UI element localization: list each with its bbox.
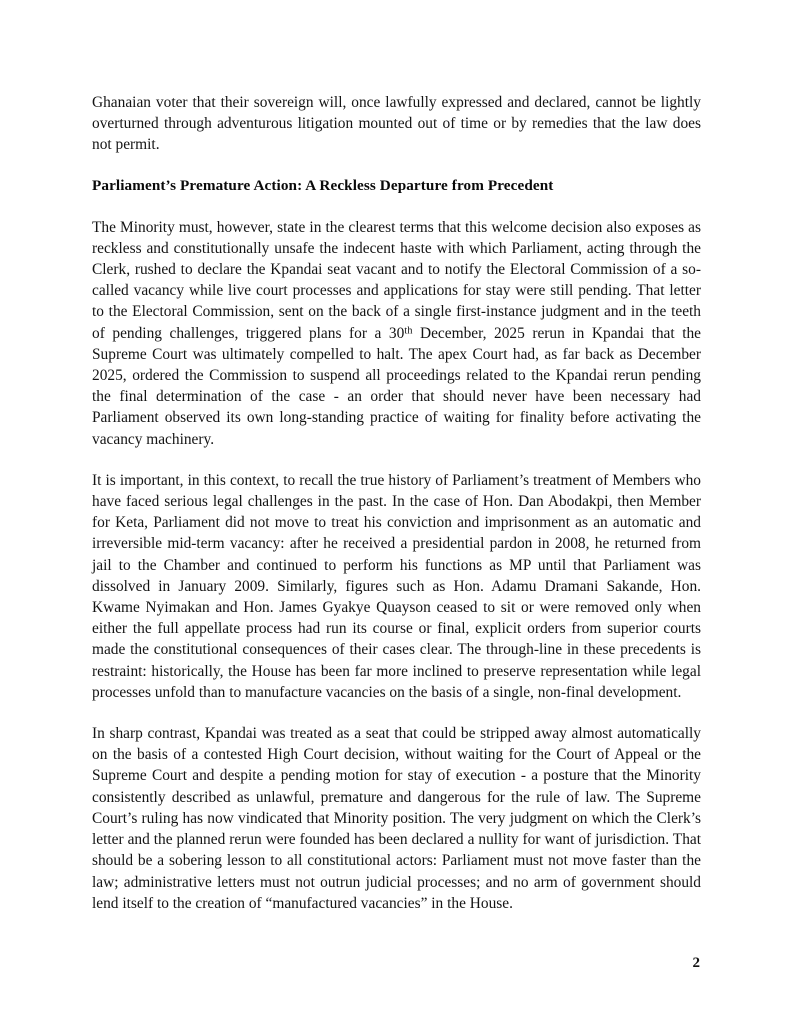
document-body	[92, 92, 701, 914]
paragraph-minority-text-before: The Minority must, however, state in the clearest terms that this welcome decision also exposes as reckless and constitutionally unsafe the indecent haste with which Parliament, acting through the Clerk, rushed to declare the Kpandai seat vacant and to notify the Electoral Commission of a so-called vacancy while live court processes and applications for stay were still pending. That letter to the Electoral Commission, sent on the back of a single first-instance judgment and in the teeth of pending challenges, triggered plans for a 30	[92, 218, 701, 342]
paragraph-kpandai-contrast: In sharp contrast, Kpandai was treated as a seat that could be stripped away almost automatically on the basis of a contested High Court decision, without waiting for the Court of Appeal or the Supreme Court and despite a pending motion for stay of execution - a posture that the Minority consistently described as unlawful, premature and dangerous for the rule of law. The Supreme Court’s ruling has now vindicated that Minority position. The very judgment on which the Clerk’s letter and the planned rerun were founded has been declared a nullity for want of jurisdiction. That should be a sobering lesson to all constitutional actors: Parliament must not move faster than the law; administrative letters must not outrun judicial processes; and no arm of government should lend itself to the creation of “manufactured vacancies” in the House.	[92, 725, 701, 912]
page-number: 2	[692, 955, 700, 971]
paragraph-minority-statement	[92, 217, 701, 450]
paragraph-sovereign-will: Ghanaian voter that their sovereign will, once lawfully expressed and declared, cannot be lightly overturned through adventurous litigation mounted out of time or by remedies that the law does not permit.	[92, 94, 701, 154]
section-heading-premature-action: Parliament’s Premature Action: A Reckless Departure from Precedent	[92, 176, 554, 194]
paragraph-minority-text-after: December, 2025 rerun in Kpandai that the Supreme Court was ultimately compelled to halt. The apex Court had, as far back as December 2025, ordered the Commission to suspend all proceedings related to the Kpandai rerun pending the final determination of the case - an order that should never have been necessary had Parliament observed its own long-standing practice of waiting for finality before activating the vacancy machinery.	[92, 324, 702, 448]
paragraph-historical-precedents: It is important, in this context, to recall the true history of Parliament’s treatment of Members who have faced serious legal challenges in the past. In the case of Hon. Dan Abodakpi, then Member for Keta, Parliament did not move to treat his conviction and imprisonment as an automatic and irreversible mid-term vacancy: after he received a presidential pardon in 2008, he returned from jail to the Chamber and continued to perform his functions as MP until that Parliament was dissolved in January 2009. Similarly, figures such as Hon. Adamu Dramani Sakande, Hon. Kwame Nyimakan and Hon. James Gyakye Quayson ceased to sit or were removed only when either the full appellate process had run its course or final, explicit orders from superior courts made the constitutional consequences of their cases clear. The through-line in these precedents is restraint: historically, the House has been far more inclined to preserve representation while legal processes unfold than to manufacture vacancies on the basis of a single, non-final development.	[92, 471, 701, 701]
ordinal-superscript: th	[404, 325, 413, 337]
